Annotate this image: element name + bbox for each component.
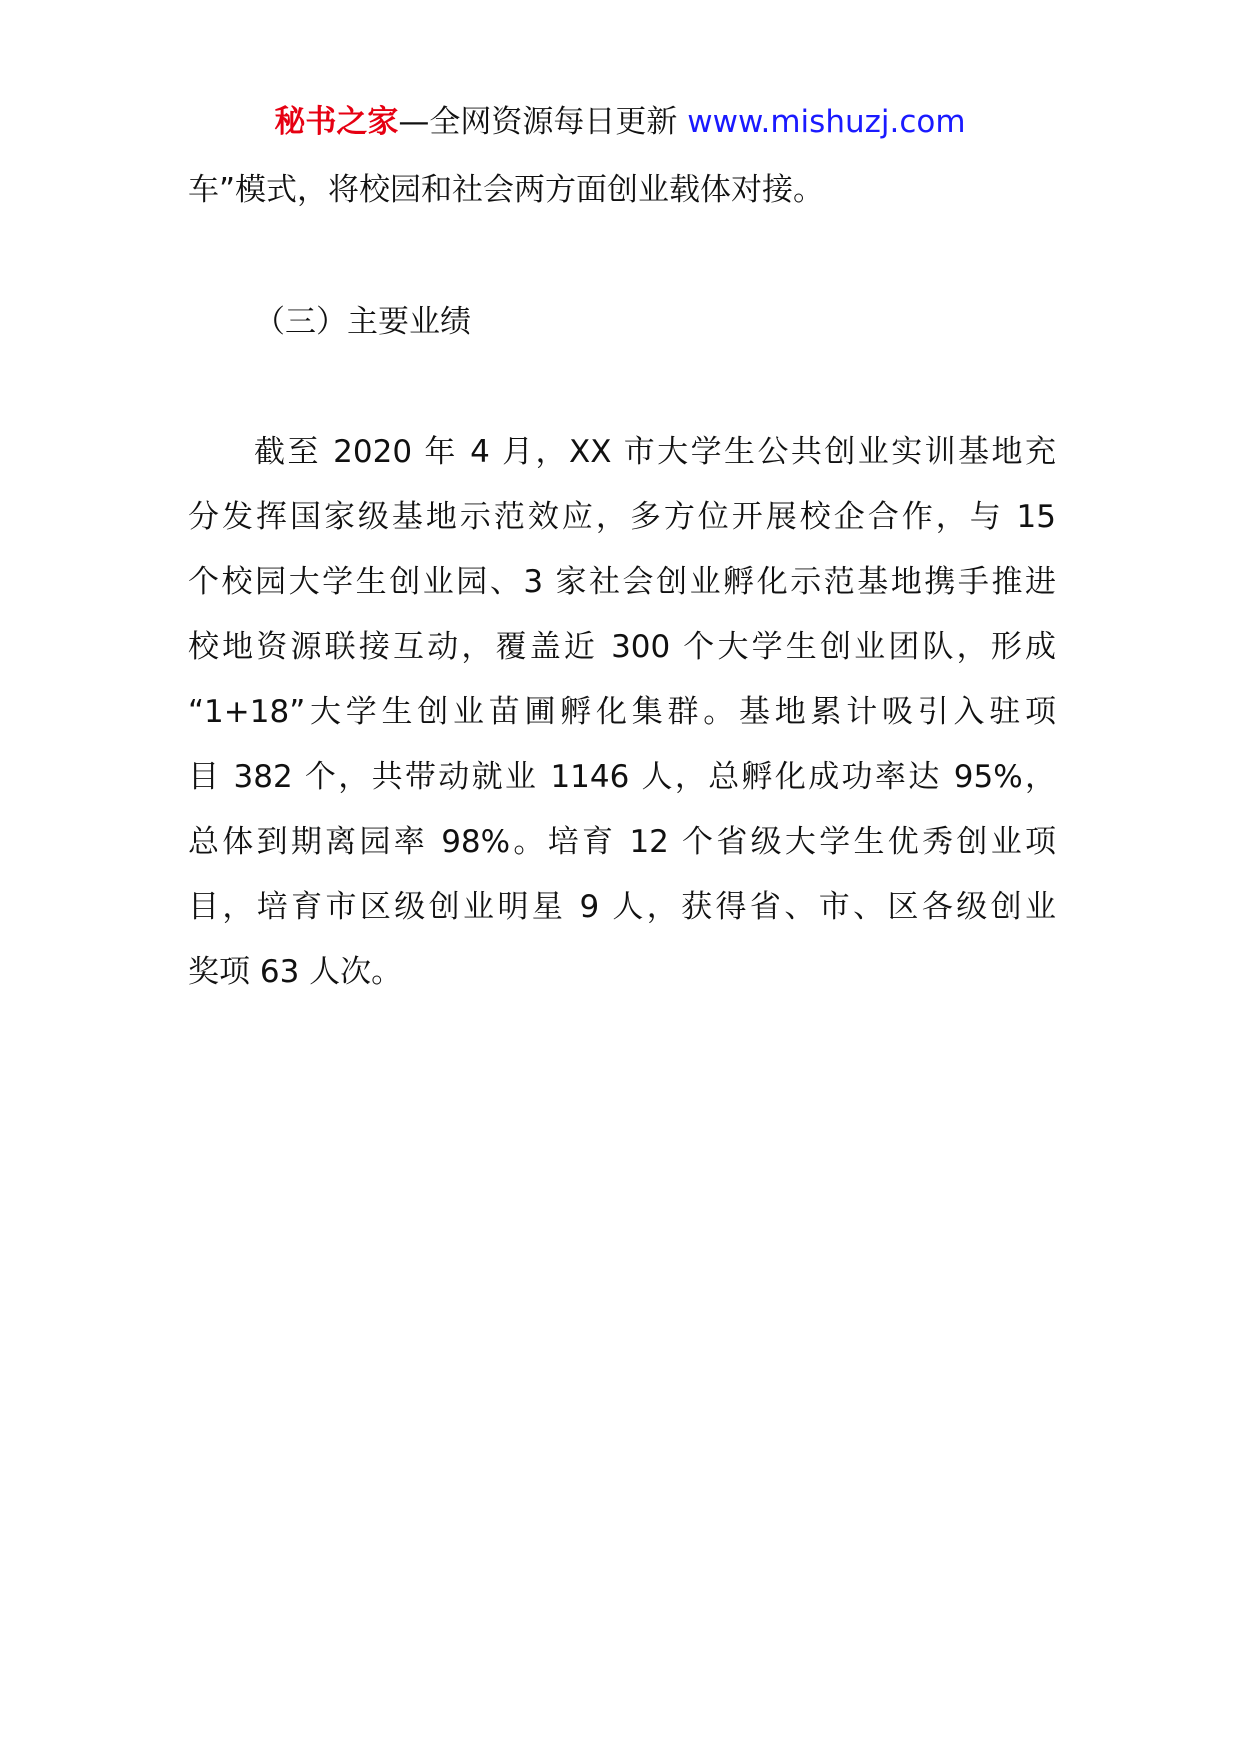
paragraph-line: 截至 2020 年 4 月，XX 市大学生公共创业实训基地充 [254,434,1056,470]
paragraph-line: “1+18”大学生创业苗圃孵化集群。基地累计吸引入驻项 [188,694,1056,730]
site-url[interactable]: www.mishuzj.com [687,104,966,140]
paragraph-line: 目，培育市区级创业明星 9 人，获得省、市、区各级创业 [188,889,1056,925]
section-heading: （三）主要业绩 [254,304,471,340]
paragraph-line: 分发挥国家级基地示范效应，多方位开展校企合作，与 15 [188,499,1056,535]
continued-text-line: 车”模式，将校园和社会两方面创业载体对接。 [188,172,825,208]
paragraph-line: 总体到期离园率 98%。培育 12 个省级大学生优秀创业项 [188,824,1056,860]
page-header [0,100,1240,144]
paragraph-line: 目 382 个，共带动就业 1146 人，总孵化成功率达 95%， [188,759,1056,795]
body-paragraph [188,420,1056,1005]
header-slogan: —全网资源每日更新 [398,104,678,140]
paragraph-line: 校地资源联接互动，覆盖近 300 个大学生创业团队，形成 [188,629,1056,665]
paragraph-line: 奖项 63 人次。 [188,954,403,990]
paragraph-line: 个校园大学生创业园、3 家社会创业孵化示范基地携手推进 [188,564,1056,600]
brand-name: 秘书之家 [274,104,399,140]
